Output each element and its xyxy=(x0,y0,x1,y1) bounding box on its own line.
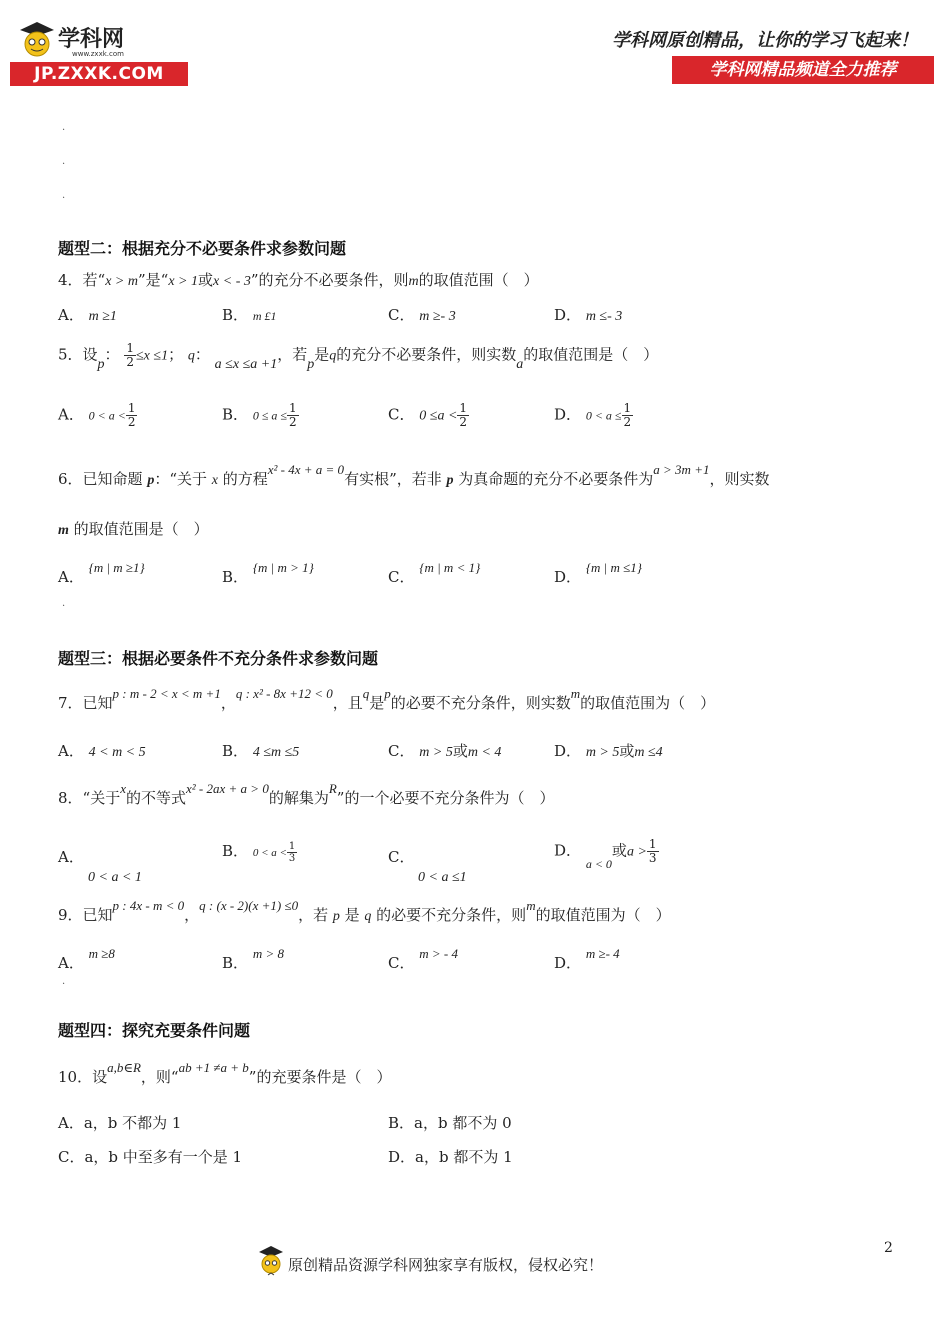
question-9: 9．已知p : 4x - m < 0，q : (x - 2)(x +1) ≤0，若 p 是 q 的必要不充分条件，则m的取值范围为（ ） xyxy=(58,898,671,924)
mascot-icon xyxy=(256,1244,286,1280)
logo-cn: 学科网 xyxy=(58,27,125,52)
option-c[interactable]: C． {m | m < 1} xyxy=(388,560,481,586)
question-5: 5．设p： $\frac{1}{2}$ ≤x ≤1； q： a ≤x ≤a +1，若p是q的充分不必要条件，则实数a的取值范围是（ ） xyxy=(58,341,659,372)
option-a[interactable]: A． {m | m ≥1} xyxy=(58,560,145,586)
section-title: 题型三：根据必要条件不充分条件求参数问题 xyxy=(58,649,379,668)
option-b[interactable]: B． m > 8 xyxy=(222,946,284,972)
stray-mark: . xyxy=(62,976,66,987)
header-slogan: 学科网原创精品，让你的学习飞起来！ xyxy=(612,30,918,51)
option-c[interactable]: C． 0 ≤a < $\frac{1}{2}$ xyxy=(388,401,468,430)
option-b[interactable]: B． m £1 xyxy=(222,306,277,324)
page-number: 2 xyxy=(884,1240,893,1256)
option-b[interactable]: B．a，b 都不为 0 xyxy=(388,1114,512,1132)
header-ribbon: 学科网精品频道全力推荐 xyxy=(672,56,934,84)
stray-mark: . xyxy=(62,122,66,133)
stray-mark: . xyxy=(62,190,66,201)
option-c[interactable]: C．a，b 中至多有一个是 1 xyxy=(58,1148,243,1166)
question-7: 7．已知p : m - 2 < x < m +1，q : x² - 8x +12 < 0，且q是p的必要不充分条件，则实数m的取值范围为（ ） xyxy=(58,686,716,712)
section-title: 题型四：探究充要条件问题 xyxy=(58,1021,251,1040)
option-a[interactable]: A． m ≥8 xyxy=(58,946,115,972)
option-d[interactable]: D． 0 < a ≤ $\frac{1}{2}$ xyxy=(554,401,632,430)
footer-copyright: 原创精品资源学科网独家享有版权，侵权必究！ xyxy=(288,1256,604,1274)
question-6: 6．已知命题 p：“关于 x 的方程x² - 4x + a = 0有实根”，若非 p 为真命题的充分不必要条件为a > 3m +1，则实数 xyxy=(58,462,770,488)
mascot-icon xyxy=(16,20,58,62)
option-a[interactable]: A． m ≥1 xyxy=(58,306,117,324)
option-b[interactable]: B． 0 < a < $\frac{1}{3}$ xyxy=(222,840,296,864)
option-d[interactable]: D． m > 5或m ≤4 xyxy=(554,742,663,760)
logo-banner[interactable]: JP.ZXXK.COM xyxy=(10,62,188,86)
option-d[interactable]: D． {m | m ≤1} xyxy=(554,560,642,586)
option-d[interactable]: D． $_{a < 0}$或a > $\frac{1}{3}$ xyxy=(554,837,657,871)
option-d[interactable]: D． m ≥- 4 xyxy=(554,946,620,972)
option-b[interactable]: B． {m | m > 1} xyxy=(222,560,314,586)
section-title: 题型二：根据充分不必要条件求参数问题 xyxy=(58,239,347,258)
option-b[interactable]: B． 0 ≤ a ≤ $\frac{1}{2}$ xyxy=(222,401,297,430)
logo-small-url: www.zxxk.com xyxy=(72,50,124,58)
stray-mark: . xyxy=(62,156,66,167)
question-10: 10．设a,b∈R，则“ab +1 ≠a + b”的充要条件是（ ） xyxy=(58,1060,392,1086)
option-c[interactable]: C． m ≥- 3 xyxy=(388,306,456,324)
question-6-line2: m 的取值范围是（ ） xyxy=(58,520,209,538)
option-a[interactable]: A． 4 < m < 5 xyxy=(58,742,146,760)
question-8: 8．“关于x的不等式x² - 2ax + a > 0的解集为R”的一个必要不充分条件为（ ） xyxy=(58,781,555,807)
option-d[interactable]: D． m ≤- 3 xyxy=(554,306,623,324)
option-c[interactable]: C． m > - 4 xyxy=(388,946,459,972)
option-b[interactable]: B． 4 ≤m ≤5 xyxy=(222,742,300,760)
question-4: 4．若“x > m”是“x > 1或x < - 3”的充分不必要条件，则m的取值范围（ ） xyxy=(58,271,539,289)
option-c[interactable]: C． 0 < a ≤1 xyxy=(388,848,467,885)
option-a[interactable]: A． 0 < a < $\frac{1}{2}$ xyxy=(58,401,136,430)
option-c[interactable]: C． m > 5或m < 4 xyxy=(388,742,502,760)
option-d[interactable]: D．a，b 都不为 1 xyxy=(388,1148,513,1166)
option-a[interactable]: A．a，b 不都为 1 xyxy=(58,1114,182,1132)
option-a[interactable]: A． 0 < a < 1 xyxy=(58,848,142,885)
stray-mark: . xyxy=(62,598,66,609)
header-logo xyxy=(10,20,190,86)
